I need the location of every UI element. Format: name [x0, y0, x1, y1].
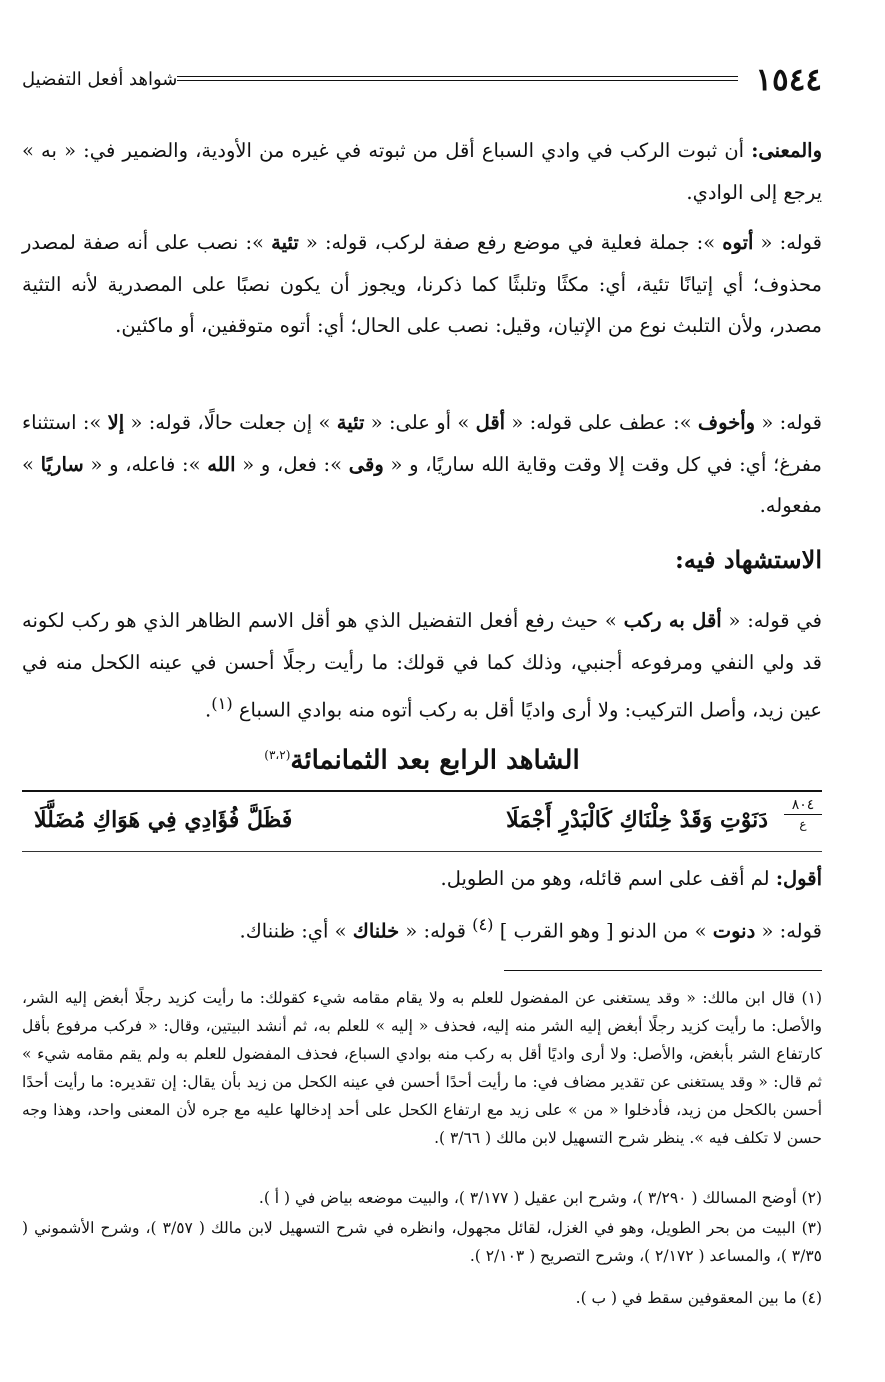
verse-bottom-rule — [22, 851, 822, 852]
witness-title-text: الشاهد الرابع بعد الثمانمائة — [290, 745, 580, 776]
page-number: ١٥٤٤ — [755, 62, 822, 98]
explanation-paragraph-ateeh — [22, 222, 822, 347]
footnote-1: (١) قال ابن مالك: « وقد يستغنى عن المفضول للعلم به ولا يقام مقامه شيء كقولك: ما رأيت كزيد رجلًا أبغض إليه الشر، والأصل: ما رأيت كزيد رجلًا أبغض إليه الشر منه إليه، فحذف « إليه » للعلم به، ثم أنشد البيتين، وقال: « فركب مرفوع بأقل كارتفاع الشر بأبغض، والأصل: ولا أرى واديًا أقل به ركب منه بوادي السباع، فحذف المفضول للعلم به ولم يقم مقامه شيء » ثم قال: « وقد يستغنى عن تقدير مضاف في: ما رأيت أحدًا أحسن في عينه الكحل من زيد بأن يقال: إن تقديره: ما رأيت أحدًا أحسن بالكحل من زيد، فأدخلوا « من » على زيد مع ارتفاع الكحل على أحد إدخالها عليه مع جره لأن المعنى واحد، وهذا وجه حسن لا تكلف فيه ». ينظر شرح التسهيل لابن مالك ( ٣/٦٦ ). — [22, 989, 822, 1147]
keyword: تئية — [336, 411, 365, 434]
text-run: قوله: « — [753, 231, 822, 254]
footnote-2: (٢) أوضح المسالك ( ٣/٢٩٠ )، وشرح ابن عقيل ( ٣/١٧٧ )، والبيت موضعه بياض في ( أ ). — [258, 1189, 822, 1207]
istishhad-paragraph — [22, 600, 822, 731]
text-run: . — [205, 698, 212, 722]
keyword: أقل به ركب — [623, 609, 722, 632]
keyword: خلناك — [352, 919, 400, 943]
meaning-text: أن ثبوت الركب في وادي السباع أقل من ثبوته في غيره من الأودية، والضمير في: « به » يرجع إلى الوادي. — [22, 139, 822, 204]
keyword: ساريًا — [40, 452, 84, 476]
text-run: » حيث رفع أفعل التفضيل الذي هو أقل الاسم الظاهر الذي هو ركب لكونه قد ولي النفي ومرفوعه أجنبي، وذلك كما في قولك: ما رأيت رجلًا أحسن في عينه الكحل منه في عين زيد، وأصل التركيب: ولا أرى واديًا أقل به ركب أتوه منه بوادي السباع — [22, 609, 822, 722]
document-page — [22, 0, 822, 1382]
text-run: »: فاعله، و « — [83, 452, 208, 476]
meaning-label: والمعنى: — [751, 139, 822, 162]
keyword: وقى — [348, 452, 384, 476]
explanation-paragraph-danawt — [22, 904, 822, 952]
text-run: » أي: ظنناك. — [239, 919, 353, 943]
text-run: »: فعل، و « — [235, 452, 349, 476]
keyword: إلا — [107, 411, 125, 434]
text-run: » إن جعلت حالًا، قوله: « — [124, 411, 337, 434]
verse-box — [22, 792, 822, 850]
text-run: في قوله: « — [721, 609, 822, 632]
text-run: » من الدنو [ وهو القرب ] — [493, 919, 713, 943]
running-title: شواهد أفعل التفضيل — [22, 69, 178, 90]
text-run: قوله: « — [755, 411, 822, 434]
verse-number — [784, 796, 822, 833]
keyword: تئية — [271, 231, 299, 254]
text-run: » مفعوله. — [22, 452, 822, 517]
keyword: وأخوف — [697, 411, 756, 434]
keyword: دنوت — [712, 919, 756, 943]
keyword: الله — [207, 452, 236, 476]
keyword: أقل — [475, 411, 506, 434]
text-run: »: نصب على أنه صفة لمصدر محذوف؛ أي إتيانًا تئية، أي: مكثًا وتلبثًا كما ذكرنا، ويجوز أن يكون نصبًا على المصدرية لأنه التثية مصدر، ولأن التلبث نوع من الإتيان، وقيل: نصب على الحال؛ أي: أتوه متوقفين، أو ماكثين. — [22, 231, 822, 337]
text-run: »: استثناء مفرغ؛ أي: في كل وقت إلا وقت وقاية الله ساريًا، و « — [22, 411, 822, 476]
footnote-ref: (١) — [211, 694, 233, 713]
keyword: أتوه — [722, 231, 754, 254]
footnote-ref: (٤) — [472, 915, 494, 934]
text-run: »: جملة فعلية في موضع رفع صفة لركب، قوله: « — [298, 231, 723, 254]
explanation-paragraph-akhwaf — [22, 402, 822, 527]
author-paragraph — [22, 858, 822, 900]
witness-title — [22, 728, 822, 788]
footnote-3: (٣) البيت من بحر الطويل، وهو في الغزل، لقائل مجهول، وانظره في شرح التسهيل لابن مالك ( ٣/٥٧ )، وشرح الأشموني ( ٣/٣٥ )، والمساعد ( ٢/١٧٢ )، وشرح التصريح ( ٢/١٠٣ ). — [22, 1219, 823, 1265]
verse-hemistich-second: فَظَلَّ فُؤَادِي فِي هَوَاكِ مُضَلَّلَا — [34, 807, 293, 833]
verse-number-letter: ع — [799, 817, 807, 831]
text-run: » أو على: « — [364, 411, 476, 434]
footnote-4: (٤) ما بين المعقوفين سقط في ( ب ). — [575, 1289, 822, 1307]
text-run: »: عطف على قوله: « — [505, 411, 698, 434]
header-double-rule — [177, 76, 738, 81]
meaning-paragraph — [22, 130, 822, 213]
text-run: قوله: « — [399, 919, 473, 943]
verse-number-value: ٨٠٤ — [784, 796, 822, 815]
verse-hemistich-first: دَنَوْتِ وَقَدْ خِلْنَاكِ كَالْبَدْرِ أَجْمَلَا — [506, 807, 768, 833]
text-run: قوله: « — [755, 919, 822, 943]
page-header — [22, 60, 822, 100]
footnote-separator — [504, 970, 822, 971]
author-text: لم أقف على اسم قائله، وهو من الطويل. — [440, 867, 776, 890]
footnote-ref: (٣،٢) — [264, 748, 291, 762]
author-label: أقول: — [775, 867, 822, 890]
istishhad-heading: الاستشهاد فيه: — [675, 545, 822, 574]
